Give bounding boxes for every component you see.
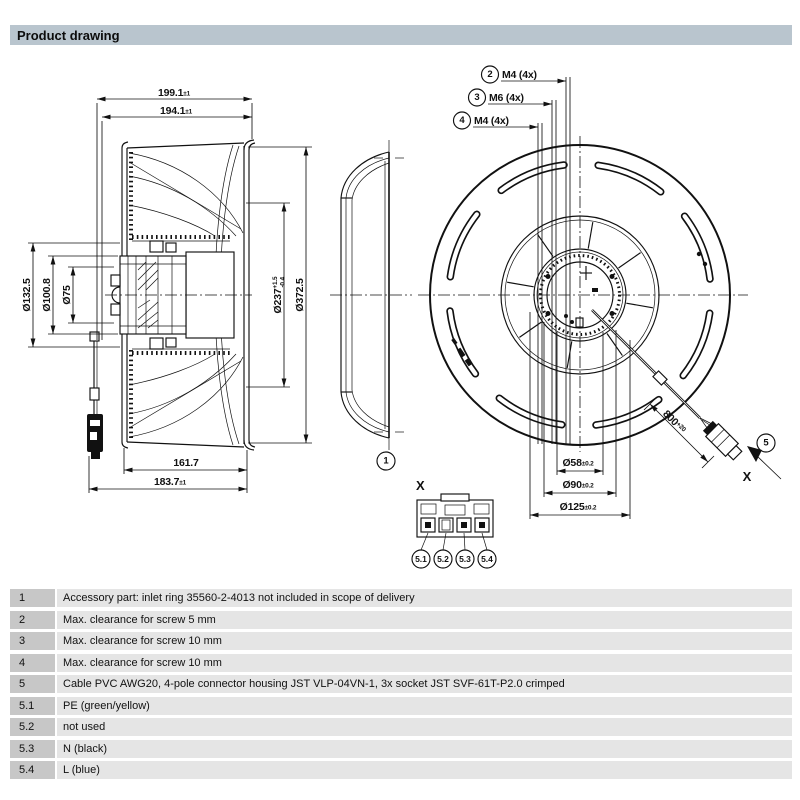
table-row-text: Max. clearance for screw 5 mm <box>57 611 792 629</box>
dim-inlet-dia: $Ø237^{+1.5}-0.4$ <box>272 276 287 314</box>
dim-depth-inner: 194.1±1 <box>159 105 193 117</box>
pin-callout-5-4 <box>478 550 496 568</box>
table-row <box>10 589 792 607</box>
callout-2-label: M4 (4x) <box>502 69 537 81</box>
notes-table <box>10 589 792 783</box>
dim-pilot-dia: Ø100.8 <box>41 278 53 312</box>
table-row-text: Accessory part: inlet ring 35560-2-4013 not included in scope of delivery <box>57 589 792 607</box>
callout-3 <box>469 89 553 106</box>
pin-label-5-1: 5.1 <box>415 554 427 564</box>
table-row <box>10 611 792 629</box>
table-row-text: L (blue) <box>57 761 792 779</box>
page-title: Product drawing <box>17 27 120 43</box>
table-row-number: 5.4 <box>10 761 55 779</box>
table-row-text: PE (green/yellow) <box>57 697 792 715</box>
dim-d125: Ø125±0.2 <box>559 501 597 513</box>
table-row <box>10 675 792 693</box>
table-row-number: 3 <box>10 632 55 650</box>
dim-depth-outer: 199.1±1 <box>157 87 191 99</box>
side-view-cable <box>87 332 103 459</box>
table-row-number: 5 <box>10 675 55 693</box>
table-row <box>10 718 792 736</box>
table-row-text: Cable PVC AWG20, 4-pole connector housing JST VLP-04VN-1, 3x socket JST SVF-61T-P2.0 crimped <box>57 675 792 693</box>
table-row-number: 2 <box>10 611 55 629</box>
dim-total-depth: 183.7±1 <box>153 476 187 488</box>
table-row-number: 5.2 <box>10 718 55 736</box>
section-arrow <box>747 446 762 462</box>
table-row-text: Max. clearance for screw 10 mm <box>57 632 792 650</box>
dim-cable-length: $800^{+20}$ <box>660 407 687 434</box>
section-header <box>10 25 792 45</box>
table-row-number: 1 <box>10 589 55 607</box>
callout-3-number: 3 <box>474 92 480 103</box>
callout-1 <box>377 452 395 470</box>
pin-callout-5-3 <box>456 550 474 568</box>
table-row-text: N (black) <box>57 740 792 758</box>
product-drawing-canvas <box>0 45 800 585</box>
pin-label-5-2: 5.2 <box>437 554 449 564</box>
pin-callout-5-1 <box>412 550 430 568</box>
connector-detail <box>412 478 496 568</box>
dim-flange-dia: Ø132.5 <box>21 278 33 312</box>
section-marker-x-detail: X <box>416 478 425 493</box>
table-row <box>10 740 792 758</box>
table-row-number: 5.1 <box>10 697 55 715</box>
callout-4-number: 4 <box>459 115 465 126</box>
side-view <box>21 87 312 493</box>
cable-connector-front <box>701 419 743 461</box>
callout-5-number: 5 <box>763 437 769 449</box>
table-row-text: Max. clearance for screw 10 mm <box>57 654 792 672</box>
dim-outer-dia: Ø372.5 <box>294 278 306 312</box>
table-row <box>10 761 792 779</box>
front-view-cable <box>592 310 781 484</box>
callout-4-label: M4 (4x) <box>474 115 509 127</box>
table-row-number: 4 <box>10 654 55 672</box>
pin-label-5-4: 5.4 <box>481 554 493 564</box>
dim-housing-depth: 161.7 <box>173 457 199 469</box>
product-drawing <box>0 45 800 585</box>
dim-shaft-dia: Ø75 <box>61 285 73 305</box>
balance-marks <box>451 252 707 367</box>
callout-3-label: M6 (4x) <box>489 92 524 104</box>
table-row <box>10 697 792 715</box>
table-row <box>10 654 792 672</box>
inlet-ring-view <box>330 140 412 470</box>
callout-2 <box>482 66 567 83</box>
callout-4 <box>454 112 539 129</box>
section-marker-x-cable: X <box>742 469 752 484</box>
callout-2-number: 2 <box>487 69 493 80</box>
pin-callout-5-2 <box>434 550 452 568</box>
table-row <box>10 632 792 650</box>
front-view <box>418 66 781 519</box>
table-row-number: 5.3 <box>10 740 55 758</box>
table-row-text: not used <box>57 718 792 736</box>
callout-1-number: 1 <box>383 455 389 467</box>
dim-d58: Ø58±0.2 <box>562 457 594 469</box>
dim-d90: Ø90±0.2 <box>562 479 594 491</box>
callout-5 <box>757 434 775 452</box>
pin-label-5-3: 5.3 <box>459 554 471 564</box>
